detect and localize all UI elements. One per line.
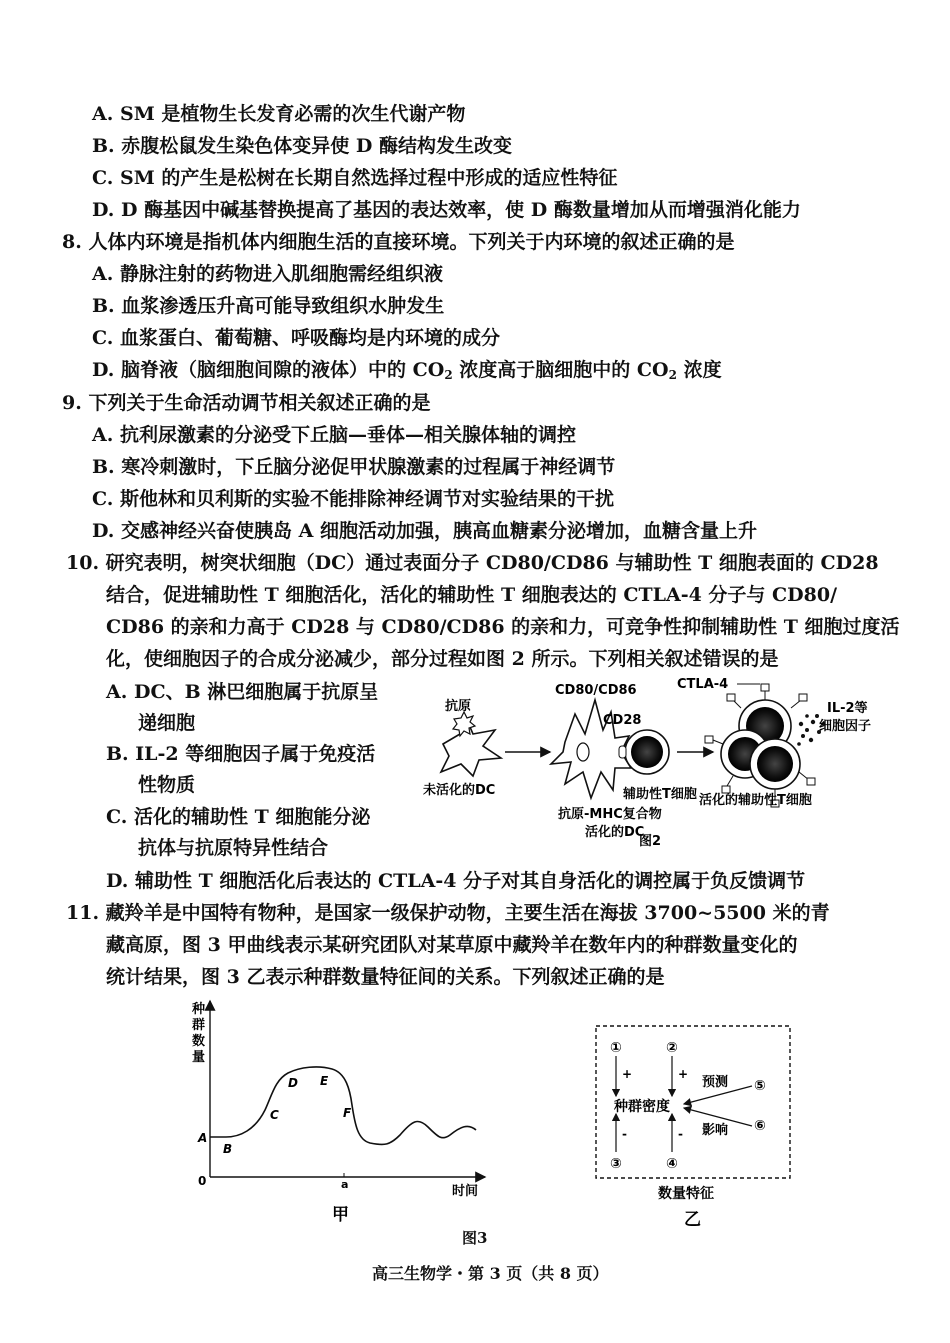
- q9-option-a: A. 抗利尿激素的分泌受下丘脑—垂体—相关腺体轴的调控: [92, 424, 576, 446]
- point-c: C: [270, 1108, 279, 1122]
- y-label-1: 种: [192, 1002, 206, 1017]
- q8-option-c: C. 血浆蛋白、葡萄糖、呼吸酶均是内环境的成分: [92, 327, 501, 349]
- figure-3a-name: 甲: [332, 1205, 349, 1225]
- q10-option-b-line1: B. IL-2 等细胞因子属于免疫活: [106, 743, 376, 765]
- figure-3-caption: 图3: [462, 1229, 488, 1247]
- origin-label: 0: [198, 1174, 207, 1188]
- q9-option-c: C. 斯他林和贝利斯的实验不能排除神经调节对实验结果的干扰: [92, 488, 615, 510]
- il2-label-1: IL-2等: [827, 701, 868, 716]
- quantity-characteristics-label: 数量特征: [658, 1186, 714, 1202]
- q10-option-b-line2: 性物质: [138, 774, 196, 796]
- q7-option-c: C. SM 的产生是松树在长期自然选择过程中形成的适应性特征: [92, 167, 618, 189]
- mhc-label: 抗原-MHC复合物: [558, 807, 662, 822]
- active-dc-label: 活化的DC: [585, 825, 645, 840]
- influence-label: 影响: [702, 1123, 729, 1138]
- point-b: B: [223, 1142, 233, 1156]
- a-tick-label: a: [341, 1178, 349, 1191]
- point-d: D: [288, 1076, 298, 1090]
- cd28-receptor: [619, 746, 626, 758]
- y-label-4: 量: [192, 1050, 206, 1065]
- q9-option-d: D. 交感神经兴奋使胰岛 A 细胞活动加强，胰高血糖素分泌增加，血糖含量上升: [92, 520, 758, 542]
- q10-stem-line2: 结合，促进辅助性 T 细胞活化，活化的辅助性 T 细胞表达的 CTLA-4 分子与 CD80/: [106, 584, 838, 606]
- q11-stem-line2: 藏高原，图 3 甲曲线表示某研究团队对某草原中藏羚羊在数年内的种群数量变化的: [106, 934, 798, 956]
- q8-stem: 8. 人体内环境是指机体内细胞生活的直接环境。下列关于内环境的叙述正确的是: [62, 231, 735, 253]
- q9-stem: 9. 下列关于生命活动调节相关叙述正确的是: [62, 392, 431, 414]
- il2-label-2: 细胞因子: [819, 719, 872, 734]
- q7-option-b: B. 赤腹松鼠发生染色体变异使 D 酶结构发生改变: [92, 135, 512, 157]
- node-2: ②: [666, 1040, 678, 1056]
- x-label: 时间: [452, 1184, 479, 1199]
- point-f: F: [343, 1106, 352, 1120]
- node-4: ④: [666, 1156, 678, 1172]
- q11-stem-line1: 11. 藏羚羊是中国特有物种，是国家一级保护动物，主要生活在海拔 3700~5500 米的青: [66, 902, 830, 924]
- q10-option-a-line1: A. DC、B 淋巴细胞属于抗原呈: [106, 681, 379, 703]
- node-1: ①: [610, 1040, 622, 1056]
- plus-2: +: [678, 1067, 689, 1081]
- minus-1: -: [622, 1127, 627, 1141]
- helper-t-nucleus: [631, 736, 663, 768]
- node-5: ⑤: [754, 1078, 766, 1094]
- y-label-2: 群: [192, 1018, 206, 1033]
- point-e: E: [320, 1074, 329, 1088]
- q10-option-c-line1: C. 活化的辅助性 T 细胞能分泌: [106, 806, 371, 828]
- cd28-label: CD28: [603, 713, 642, 728]
- antigen-label: 抗原: [445, 699, 472, 714]
- q10-stem-line4: 化，使细胞因子的合成分泌减少，部分过程如图 2 所示。下列相关叙述错误的是: [106, 648, 779, 670]
- q7-option-d: D. D 酶基因中碱基替换提高了基因的表达效率，使 D 酶数量增加从而增强消化能力: [92, 199, 801, 221]
- figure-3a-population-curve: [180, 995, 500, 1230]
- q7-option-a: A. SM 是植物生长发育必需的次生代谢产物: [92, 103, 466, 125]
- figure-3b-name: 乙: [684, 1210, 701, 1230]
- q8-option-d: D. 脑脊液（脑细胞间隙的液体）中的 $CO_2$ 浓度高于脑细胞中的 $CO_2$ 浓度: [92, 359, 722, 382]
- node-3: ③: [610, 1156, 622, 1172]
- inactive-dc-cell: [441, 720, 501, 776]
- inactive-dc-label: 未活化的DC: [423, 783, 496, 798]
- q10-stem-line1: 10. 研究表明，树突状细胞（DC）通过表面分子 CD80/CD86 与辅助性 T 细胞表面的 CD28: [66, 552, 879, 574]
- q10-stem-line3: CD86 的亲和力高于 CD28 与 CD80/CD86 的亲和力，可竞争性抑制辅助性 T 细胞过度活: [106, 616, 900, 638]
- ctla4-label: CTLA-4: [677, 677, 729, 692]
- predict-label: 预测: [702, 1075, 729, 1090]
- y-label-3: 数: [192, 1034, 206, 1049]
- population-density: 种群密度: [614, 1099, 670, 1115]
- point-a: A: [198, 1131, 208, 1145]
- q8-option-b: B. 血浆渗透压升高可能导致组织水肿发生: [92, 295, 445, 317]
- q11-stem-line3: 统计结果，图 3 乙表示种群数量特征间的关系。下列叙述正确的是: [106, 966, 665, 988]
- figure-2-caption: 图2: [639, 834, 662, 849]
- cd80-86-label: CD80/CD86: [555, 683, 637, 698]
- q10-option-c-line2: 抗体与抗原特异性结合: [138, 837, 329, 859]
- figure-3b-population-characteristics: [590, 1020, 800, 1235]
- minus-2: -: [678, 1127, 683, 1141]
- plus-1: +: [622, 1067, 633, 1081]
- node-6: ⑥: [754, 1118, 766, 1134]
- activated-t-label: 活化的辅助性T细胞: [699, 793, 812, 808]
- figure-2-immune-diagram: [415, 672, 895, 852]
- q10-option-a-line2: 递细胞: [138, 712, 196, 734]
- helper-t-label: 辅助性T细胞: [623, 787, 697, 802]
- page-footer: 高三生物学・第 3 页（共 8 页）: [372, 1264, 609, 1283]
- q9-option-b: B. 寒冷刺激时，下丘脑分泌促甲状腺激素的过程属于神经调节: [92, 456, 616, 478]
- q10-option-d: D. 辅助性 T 细胞活化后表达的 CTLA-4 分子对其自身活化的调控属于负反馈调节: [106, 870, 806, 892]
- q8-option-a: A. 静脉注射的药物进入肌细胞需经组织液: [92, 263, 443, 285]
